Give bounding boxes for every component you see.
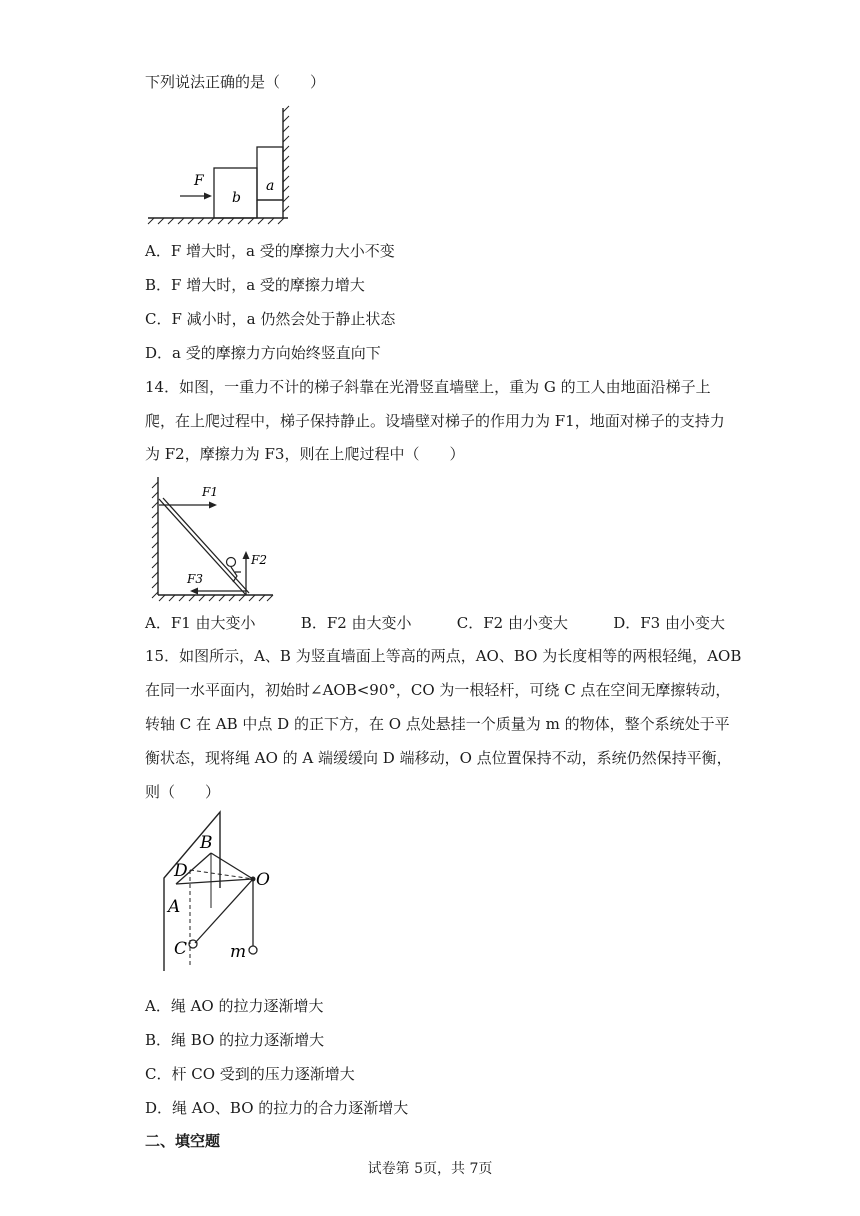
force-label: F	[194, 173, 204, 189]
q13-option-a: A．F 增大时，a 受的摩擦力大小不变	[145, 242, 395, 260]
q14-stem-line-3: 为 F2，摩擦力为 F3，则在上爬过程中（ ）	[145, 445, 465, 463]
label-c: C	[174, 939, 188, 959]
q15-stem-line-2: 在同一水平面内，初始时∠AOB<90°，CO 为一根轻杆，可绕 C 点在空间无摩擦转动，	[145, 681, 731, 699]
label-b: B	[200, 833, 213, 853]
q15-option-a: A．绳 AO 的拉力逐渐增大	[145, 997, 324, 1015]
q14-option-b: B．F2 由大变小	[300, 614, 412, 632]
q15-stem-line-4: 衡状态，现将绳 AO 的 A 端缓缓向 D 端移动，O 点位置保持不动，系统仍然保持平衡，	[145, 749, 732, 767]
q14-stem-line-2: 爬，在上爬过程中，梯子保持静止。设墙壁对梯子的作用力为 F1，地面对梯子的支持力	[145, 412, 725, 430]
q15-option-b: B．绳 BO 的拉力逐渐增大	[145, 1031, 325, 1049]
q15-stem-line-1: 15．如图所示，A、B 为竖直墙面上等高的两点，AO、BO 为长度相等的两根轻绳，AOB	[145, 647, 742, 665]
f2-label: F2	[251, 553, 267, 567]
q13-option-d: D．a 受的摩擦力方向始终竖直向下	[145, 344, 381, 362]
label-d: D	[174, 861, 188, 881]
q14-option-d: D．F3 由小变大	[613, 614, 725, 632]
label-o: O	[256, 870, 270, 890]
q15-stem-line-5: 则（ ）	[145, 783, 221, 801]
block-b-label: b	[232, 190, 241, 206]
q15-option-c: C．杆 CO 受到的压力逐渐增大	[145, 1065, 355, 1083]
section-heading: 二、填空题	[145, 1132, 221, 1150]
q14-option-a: A．F1 由大变小	[145, 614, 256, 632]
worker-head-icon	[227, 558, 236, 567]
q13-figure	[140, 100, 310, 230]
mass-icon	[249, 946, 257, 954]
q13-option-b: B．F 增大时，a 受的摩擦力增大	[145, 276, 365, 294]
q14-option-c: C．F2 由小变大	[456, 614, 568, 632]
label-m: m	[230, 942, 247, 962]
q14-figure	[145, 472, 280, 607]
f1-label: F1	[202, 485, 218, 499]
q15-option-d: D．绳 AO、BO 的拉力的合力逐渐增大	[145, 1099, 409, 1117]
q14-options	[145, 613, 725, 633]
q14-stem-line-1: 14．如图，一重力不计的梯子斜靠在光滑竖直墙壁上，重为 G 的工人由地面沿梯子上	[145, 378, 711, 396]
q15-stem-line-3: 转轴 C 在 AB 中点 D 的正下方，在 O 点处悬挂一个质量为 m 的物体，整个系统处于平	[145, 715, 730, 733]
label-a: A	[168, 897, 181, 917]
q13-stem: 下列说法正确的是（ ）	[145, 73, 326, 91]
block-a-label: a	[266, 178, 275, 194]
page-footer: 试卷第 5页，共 7页	[367, 1161, 493, 1177]
f3-label: F3	[187, 572, 203, 586]
q15-figure	[150, 808, 285, 980]
q13-option-c: C．F 减小时，a 仍然会处于静止状态	[145, 310, 396, 328]
